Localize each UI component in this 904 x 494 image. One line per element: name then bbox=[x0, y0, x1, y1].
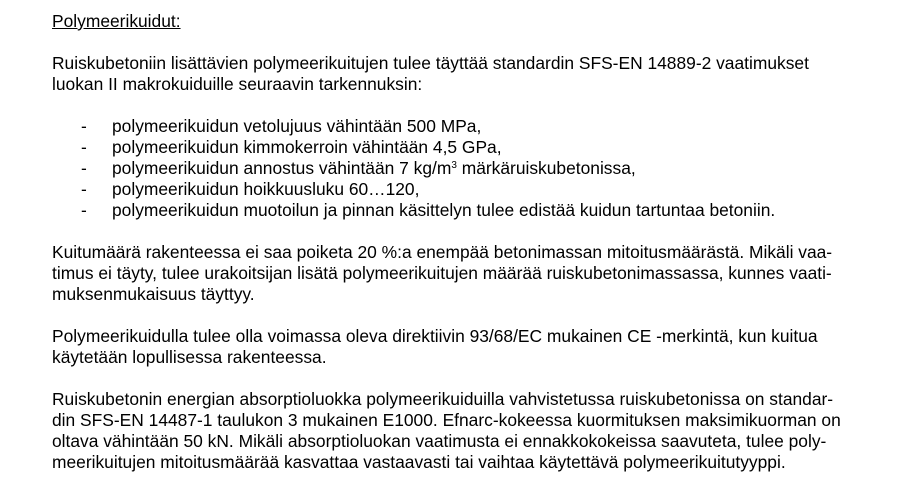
fiber-amount-paragraph bbox=[52, 242, 882, 305]
document-page bbox=[52, 11, 882, 473]
para2-line-1: Kuitumäärä rakenteessa ei saa poiketa 20 %:a enempää betonimassan mitoitusmäärästä. Mikäli vaa- bbox=[52, 242, 833, 262]
list-item bbox=[52, 137, 882, 158]
list-item bbox=[52, 116, 882, 137]
para4-line-4: meerikuitujen mitoitusmäärää kasvattaa vastaavasti tai vaihtaa käytettävä polymeerikuitutyyppi. bbox=[52, 452, 786, 472]
energy-absorption-paragraph bbox=[52, 389, 882, 473]
list-item bbox=[52, 158, 882, 179]
intro-line-2: luokan II makrokuiduille seuraavin tarkennuksin: bbox=[52, 74, 423, 94]
list-item bbox=[52, 200, 882, 221]
requirements-list bbox=[52, 116, 882, 221]
intro-line-1: Ruiskubetoniin lisättävien polymeerikuitujen tulee täyttää standardin SFS-EN 14889-2 vaatimukset bbox=[52, 53, 809, 73]
list-item-text: polymeerikuidun hoikkuusluku 60…120, bbox=[112, 179, 420, 199]
list-item-text-tail: märkäruiskubetonissa, bbox=[456, 158, 636, 178]
list-dash: - bbox=[81, 116, 87, 136]
list-dash: - bbox=[81, 179, 87, 199]
para2-line-3: muksenmukaisuus täyttyy. bbox=[52, 284, 255, 304]
list-item-text: polymeerikuidun annostus vähintään 7 kg/m bbox=[112, 158, 452, 178]
ce-marking-paragraph bbox=[52, 326, 882, 368]
list-dash: - bbox=[81, 200, 87, 220]
list-dash: - bbox=[81, 158, 87, 178]
para3-line-1: Polymeerikuidulla tulee olla voimassa oleva direktiivin 93/68/EC mukainen CE -merkintä, kun kuitua bbox=[52, 326, 818, 346]
list-item-text: polymeerikuidun kimmokerroin vähintään 4,5 GPa, bbox=[112, 137, 502, 157]
list-item-text: polymeerikuidun vetolujuus vähintään 500 MPa, bbox=[112, 116, 482, 136]
section-heading: Polymeerikuidut: bbox=[52, 11, 181, 31]
para4-line-1: Ruiskubetonin energian absorptioluokka polymeerikuiduilla vahvistetussa ruiskubetonissa on standar- bbox=[52, 389, 834, 409]
list-item bbox=[52, 179, 882, 200]
para4-line-2: din SFS-EN 14487-1 taulukon 3 mukainen E1000. Efnarc-kokeessa kuormituksen maksimikuorman on bbox=[52, 410, 841, 430]
para3-line-2: käytetään lopullisessa rakenteessa. bbox=[52, 347, 327, 367]
intro-paragraph bbox=[52, 53, 882, 95]
para2-line-2: timus ei täyty, tulee urakoitsijan lisätä polymeerikuitujen määrää ruiskubetonimassassa, kunnes vaati- bbox=[52, 263, 832, 283]
para4-line-3: oltava vähintään 50 kN. Mikäli absorptioluokan vaatimusta ei ennakkokokeissa saavuteta, tulee poly- bbox=[52, 431, 827, 451]
list-item-text: polymeerikuidun muotoilun ja pinnan käsittelyn tulee edistää kuidun tartuntaa betoniin. bbox=[112, 200, 776, 220]
superscript-3: 3 bbox=[451, 160, 457, 171]
list-dash: - bbox=[81, 137, 87, 157]
